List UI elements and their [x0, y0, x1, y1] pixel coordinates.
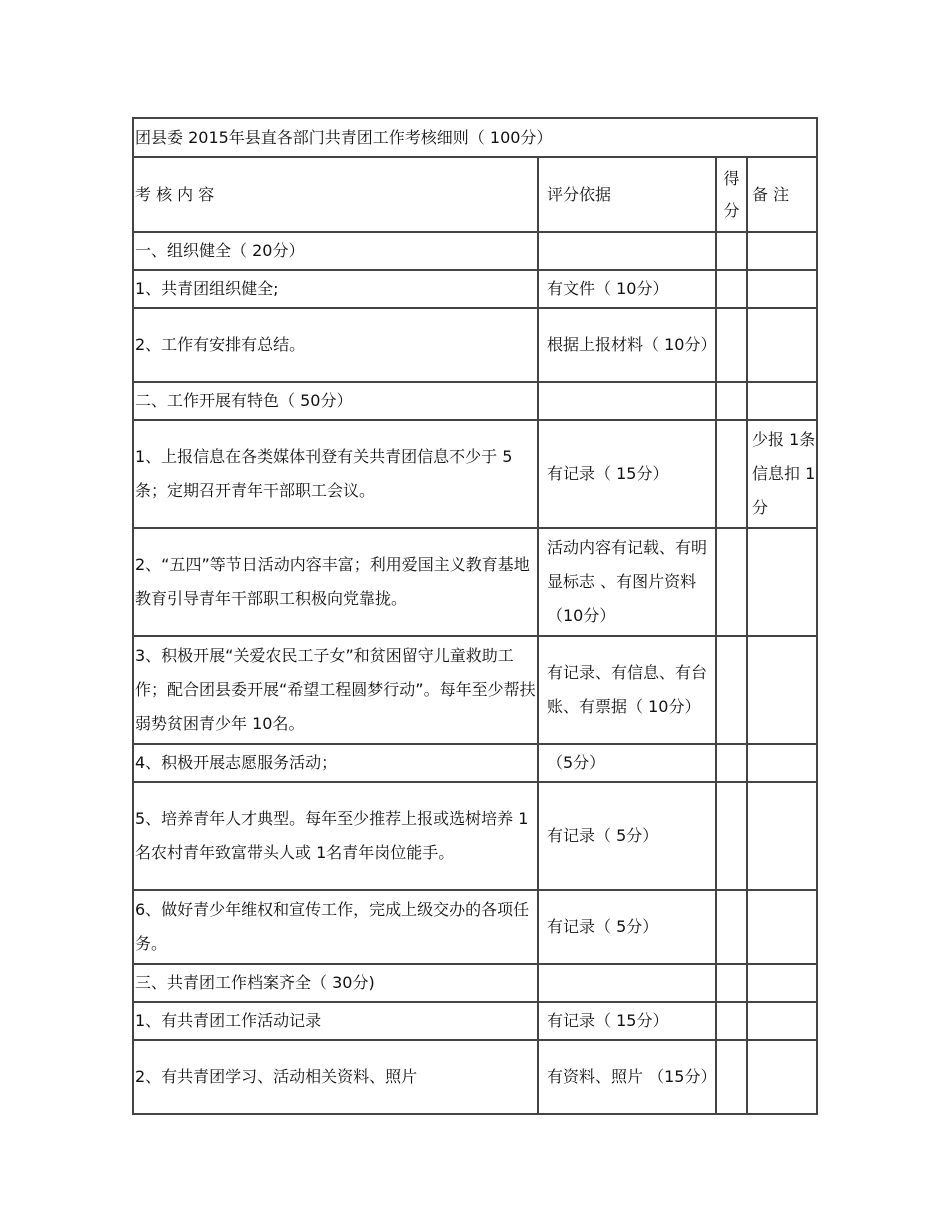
table-body	[134, 233, 818, 1115]
row-basis: 活动内容有记载、有明显标志 、有图片资料（10分）	[539, 529, 717, 637]
table-row	[134, 637, 818, 745]
row-basis	[539, 383, 717, 421]
row-basis: 有记录（ 15分）	[539, 1003, 717, 1041]
row-content: 1、有共青团工作活动记录	[134, 1003, 539, 1041]
header-score: 得分	[717, 158, 748, 233]
row-note	[748, 745, 818, 783]
row-note	[748, 1041, 818, 1115]
header-content: 考 核 内 容	[134, 158, 539, 233]
table-row	[134, 383, 818, 421]
row-score	[717, 233, 748, 271]
row-basis: 有记录（ 5分）	[539, 891, 717, 965]
assessment-table	[132, 117, 818, 1115]
row-content: 2、工作有安排有总结。	[134, 309, 539, 383]
row-note	[748, 271, 818, 309]
row-basis: 根据上报材料（ 10分）	[539, 309, 717, 383]
row-content: 三、共青团工作档案齐全（ 30分)	[134, 965, 539, 1003]
row-basis: 有文件（ 10分）	[539, 271, 717, 309]
table-row	[134, 891, 818, 965]
row-score	[717, 783, 748, 891]
row-note	[748, 233, 818, 271]
table-row	[134, 309, 818, 383]
row-basis: 有资料、照片 （15分）	[539, 1041, 717, 1115]
row-content: 4、积极开展志愿服务活动；	[134, 745, 539, 783]
table-row	[134, 271, 818, 309]
row-note	[748, 529, 818, 637]
row-note: 少报 1条信息扣 1分	[748, 421, 818, 529]
row-note	[748, 1003, 818, 1041]
header-row	[134, 158, 818, 233]
table-row	[134, 965, 818, 1003]
row-note	[748, 383, 818, 421]
row-score	[717, 745, 748, 783]
row-score	[717, 1041, 748, 1115]
header-basis: 评分依据	[539, 158, 717, 233]
row-score	[717, 383, 748, 421]
row-basis: 有记录（ 15分）	[539, 421, 717, 529]
row-score	[717, 965, 748, 1003]
row-content: 5、培养青年人才典型。每年至少推荐上报或选树培养 1名农村青年致富带头人或 1名青年岗位能手。	[134, 783, 539, 891]
row-content: 2、有共青团学习、活动相关资料、照片	[134, 1041, 539, 1115]
row-note	[748, 965, 818, 1003]
row-score	[717, 271, 748, 309]
row-content: 1、共青团组织健全;	[134, 271, 539, 309]
row-note	[748, 309, 818, 383]
row-content: 二、工作开展有特色（ 50分）	[134, 383, 539, 421]
table-row	[134, 1003, 818, 1041]
row-content: 2、“五四”等节日活动内容丰富；利用爱国主义教育基地教育引导青年干部职工积极向党靠拢。	[134, 529, 539, 637]
row-basis: 有记录、有信息、有台账、有票据（ 10分）	[539, 637, 717, 745]
row-basis	[539, 965, 717, 1003]
row-basis: 有记录（ 5分）	[539, 783, 717, 891]
table-row	[134, 529, 818, 637]
table-row	[134, 1041, 818, 1115]
title-row	[134, 119, 818, 158]
table-row	[134, 745, 818, 783]
row-content: 3、积极开展“关爱农民工子女”和贫困留守儿童救助工作；配合团县委开展“希望工程圆梦行动”。每年至少帮扶弱势贫困青少年 10名。	[134, 637, 539, 745]
row-note	[748, 891, 818, 965]
table-title: 团县委 2015年县直各部门共青团工作考核细则（ 100分）	[134, 119, 818, 158]
table-row	[134, 233, 818, 271]
header-note: 备 注	[748, 158, 818, 233]
row-basis	[539, 233, 717, 271]
row-score	[717, 421, 748, 529]
row-score	[717, 529, 748, 637]
row-score	[717, 637, 748, 745]
row-note	[748, 637, 818, 745]
row-score	[717, 1003, 748, 1041]
row-basis: （5分）	[539, 745, 717, 783]
row-content: 6、做好青少年维权和宣传工作，完成上级交办的各项任务。	[134, 891, 539, 965]
table-row	[134, 783, 818, 891]
row-score	[717, 891, 748, 965]
row-content: 一、组织健全（ 20分）	[134, 233, 539, 271]
row-content: 1、上报信息在各类媒体刊登有关共青团信息不少于 5条；定期召开青年干部职工会议。	[134, 421, 539, 529]
row-score	[717, 309, 748, 383]
table-row	[134, 421, 818, 529]
row-note	[748, 783, 818, 891]
